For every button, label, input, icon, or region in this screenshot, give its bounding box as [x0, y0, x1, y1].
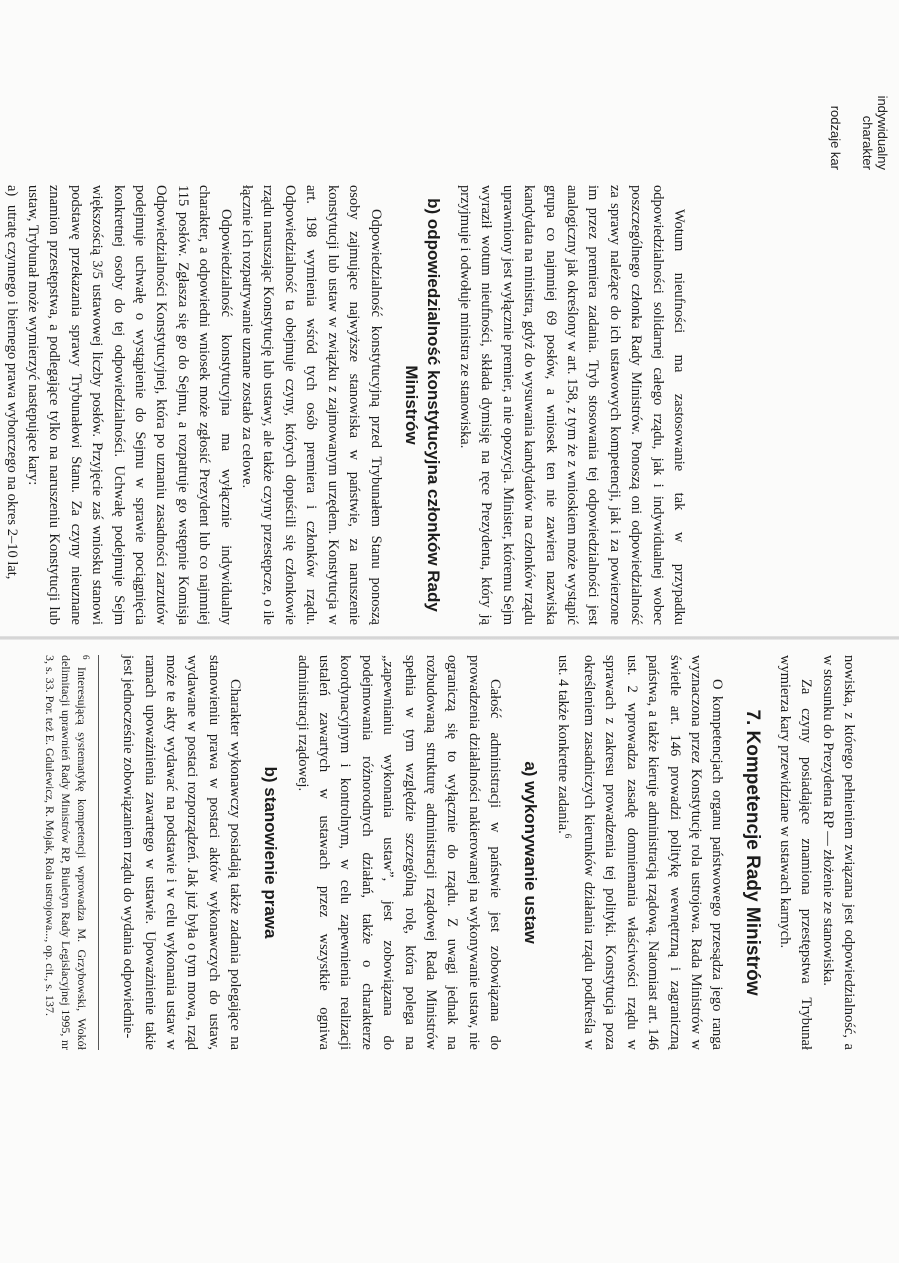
section-heading-constitutional-responsibility: b) odpowiedzialność konstytucyjna członków Rady Ministrów — [401, 198, 443, 612]
paragraph: Za czyny posiadające znamiona przestępstwa Trybunał wymierza kary przewidziane w ustawach karnych. — [776, 655, 815, 1050]
margin-note-individual: indywidualny charakter — [860, 95, 890, 170]
section-heading-executing-laws: a) wykonywanie ustaw — [521, 761, 541, 944]
chapter-heading: 7. Kompetencje Rady Ministrów — [742, 709, 764, 996]
paragraph: Odpowiedzialność konstytucyjna ma wyłącznie indywidualny charakter, a odpowiedni wniosek może zgłosić Prezydent lub co najmniej 115 posłów. Zgłasza się go do Sejmu, a rozpatruje go wstępnie Komisja Odpowiedzialności Konstytucyjnej, która po uznaniu zasadności zarzutów podejmuje uchwałę o wystąpienie do Sejmu w sprawie pociągnięcia konkretnej osoby do tej odpowiedzialności. Uchwałę podejmuje Sejm większością 3/5 ustawowej liczby posłów. Przyjęcie zaś wniosku stanowi podstawę przekazania sprawy Trybunałowi Stanu. Za czyny nieuznane znamion przestępstwa, a podlegające tylko na naruszeniu Konstytucji lub ustaw, Trybunał może wymierzyć następujące kary: — [25, 185, 234, 625]
paragraph: Całość administracji w państwie jest zobowiązana do prowadzenia działalności nakierowanej na wykonywanie ustaw, nie ograniczą się to wyłącznie do rządu. Z uwagi jednak na rozbudowaną strukturę administracji rządowej Rada Ministrów spełnia w tym względzie szczególną rolę, która polega na „zapewnianiu wykonania ustaw”, jest zobowiązana do podejmowania różnorodnych działań, także o charakterze koordynacyjnym i kontrolnym, w celu zapewnienia realizacji ustaleń zawartych w ustawach przez wszystkie ogniwa administracji rządowej. — [294, 655, 504, 1050]
penalty-list — [0, 185, 22, 625]
right-column — [117, 655, 859, 1050]
book-fold — [0, 636, 899, 640]
paragraph: nowiska, z którego pełnieniem związana jest odpowiedzialność, a w stosunku do Prezydenta RP — złożenie ze stanowiska. — [819, 655, 857, 1050]
section-heading-lawmaking: b) stanowienie prawa — [261, 766, 281, 939]
list-item: a) utratę czynnego i biernego prawa wyborczego na okres 2–10 lat, — [3, 185, 20, 580]
margin-note-sanctions: rodzaje kar — [828, 105, 843, 170]
paragraph: Odpowiedzialność konstytucyjną przed Trybunałem Stanu ponoszą osoby zajmujące najwyższe stanowiska w państwie, za naruszenie konstytucji lub ustaw w związku z zajmowanym urzędem. Konstytucja w art. 198 wymienia wśród tych osób premiera i członków rządu. Odpowiedzialność ta obejmuje czyny, których dopuścili się członkowie rządu naruszając Konstytucję lub ustawy, ale także czyny przestępcze, o ile łącznie ich rozpatrywanie uznane zostało za celowe. — [239, 185, 384, 625]
footnote-ref: 6 — [562, 833, 573, 839]
paragraph: Charakter wykonawczy posiadają także zadania polegające na stanowieniu prawa w postaci aktów wykonawczych do ustaw, wydawane w postaci rozporządzeń. Jak już była o tym mowa, rząd może te akty wydawać na podstawie i w celu wykonania ustaw w ramach upoważnienia zawartego w ustawie. Upoważnienie takie jest jednocześnie zobowiązaniem rządu do wydania odpowiednie- — [120, 655, 244, 1050]
left-column — [0, 185, 689, 625]
intro-paragraph: Wotum nieufności ma zastosowanie tak w przypadku odpowiedzialności solidarnej całego rządu, jak i indywidualnej wobec poszczególnego członka Rady Ministrów. Ponoszą oni odpowiedzialność za sprawy należące do ich ustawowych kompetencji, jak i za powierzone im przez premiera zadania. Tryb stosowania tej odpowiedzialności jest analogiczny jak określony w art. 158, z tym że z wnioskiem może wystąpić grupa co najmniej 69 posłów, a wniosek ten nie zawiera nazwiska kandydata na ministra, gdyż do wysuwania kandydatów na członków rządu uprawniony jest wyłącznie premier, a nie opozycja. Minister, któremu Sejm wyraził wotum nieufności, składa dymisję na ręce Prezydenta, który ją przyjmuje i odwołuje ministra ze stanowiska. — [456, 185, 687, 625]
footnote: $^6$ Interesującą systematykę kompetencji wprowadza M. Grzybowski, Wokół delimitacji uprawnień Rady Ministrów RP, Biuletyn Rady Legislacyjnej 1995, nr 3, s. 33. Por. też E. Gdulewicz, R. Mojak, Rola ustrojowa..., op. cit., s. 137. — [42, 655, 99, 1050]
paragraph: O kompetencjach organu państwowego przesądza jego ranga wyznaczona przez Konstytucję rola ustrojowa. Rada Ministrów w świetle art. 146 prowadzi politykę wewnętrzną i zagraniczną państwa, a także kieruje administracją rządową. Natomiast art. 146 ust. 2 wprowadza zasadę domniemania właściwości rządu w sprawach z zakresu prowadzenia tej polityki. Konstytucja poza określeniem zasadniczych kierunków działania rządu podkreśla w ust. 4 także konkretne zadania.$^6$ — [554, 655, 726, 1050]
